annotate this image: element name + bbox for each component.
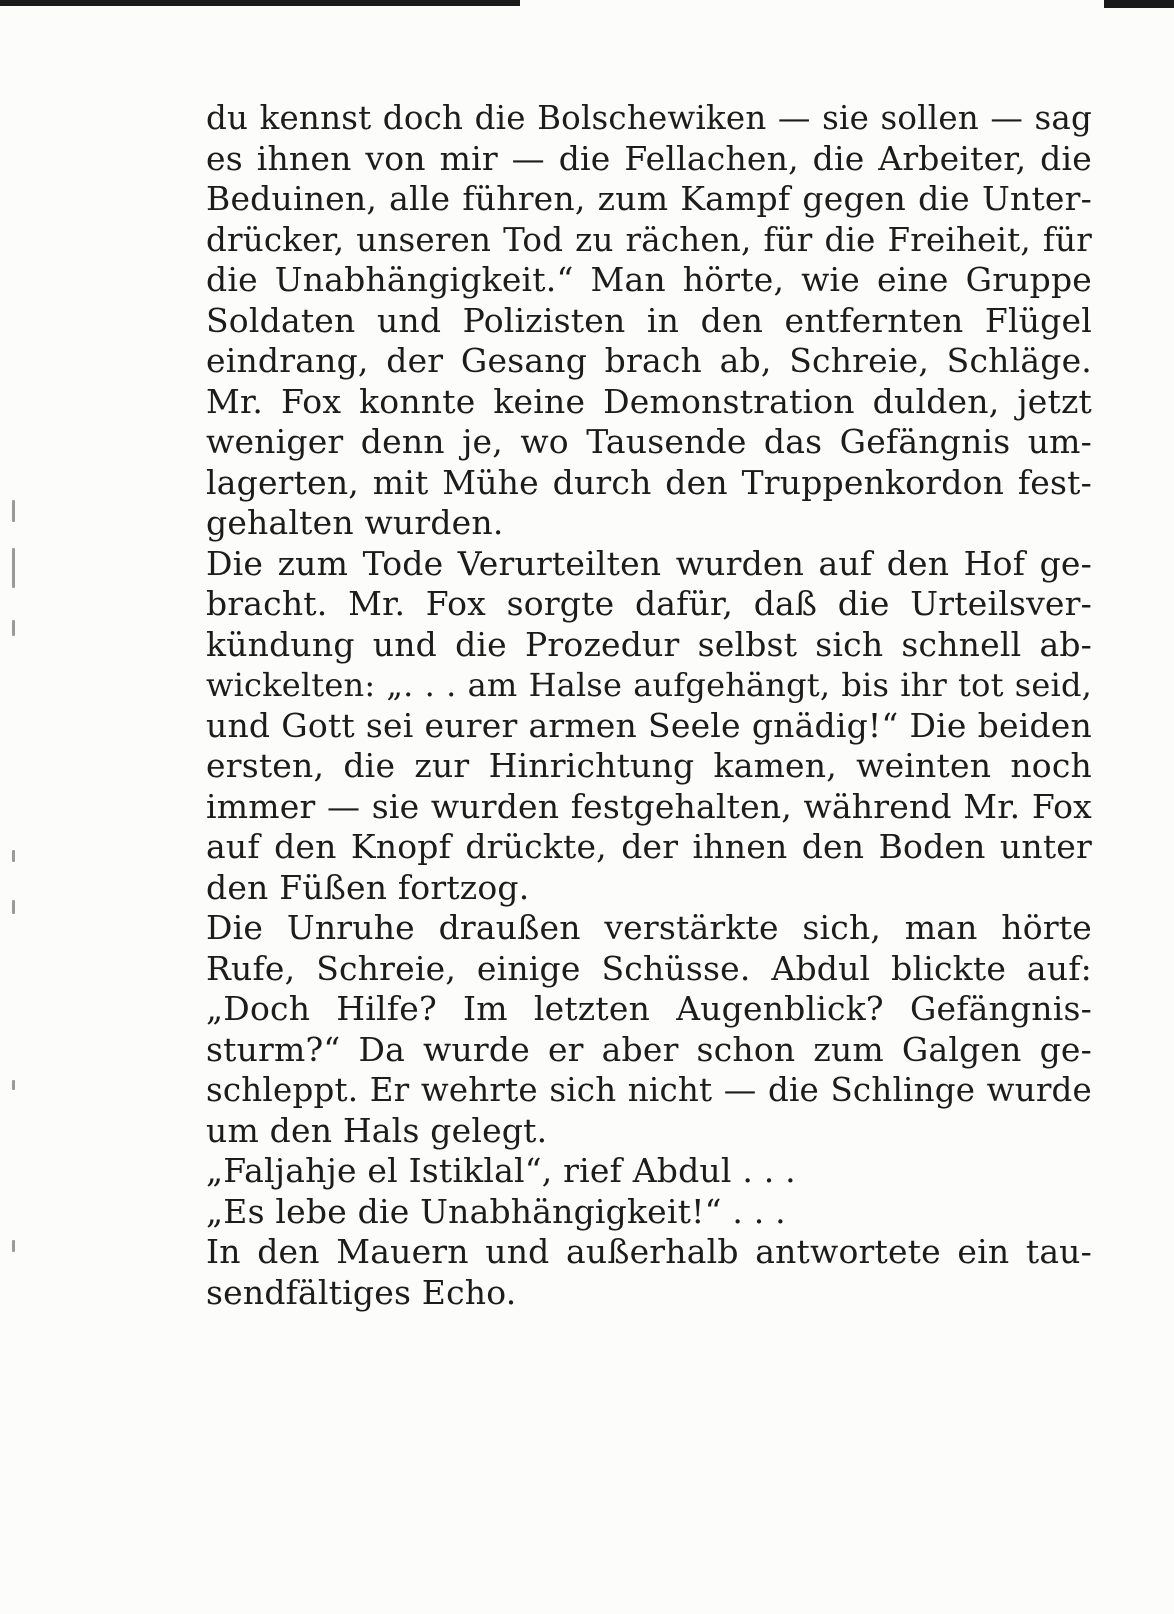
text-line: um den Hals gelegt. [206,1110,548,1150]
text-line: kündung und die Prozedur selbst sich schnell ab- [206,624,1092,664]
text-line: immer — sie wurden festgehalten, während Mr. Fox [206,786,1092,826]
text-line: In den Mauern und außerhalb antwortete ein tau- [206,1232,1092,1271]
text-line: und Gott sei eurer armen Seele gnädig!“ Die beiden [206,705,1092,745]
text-line: drücker, unseren Tod zu rächen, für die Freiheit, für [206,220,1092,259]
gutter-marks [12,500,20,1260]
text-line: Die Unruhe draußen verstärkte sich, man hörte [206,908,1092,947]
text-line: die Unabhängigkeit.“ Man hörte, wie eine Gruppe [206,260,1092,299]
text-line: Soldaten und Polizisten in den entfernten Flügel [206,300,1092,340]
text-line: Beduinen, alle führen, zum Kampf gegen die Unter- [206,179,1092,218]
body-text [206,98,1092,1313]
text-line: Rufe, Schreie, einige Schüsse. Abdul blickte auf: [206,948,1092,988]
text-line: weniger denn je, wo Tausende das Gefängnis um- [206,422,1092,461]
text-line: sturm?“ Da wurde er aber schon zum Galgen ge- [206,1029,1092,1069]
text-line: „Faljahje el Istiklal“, rief Abdul . . . [206,1151,796,1190]
text-line: „Doch Hilfe? Im letzten Augenblick? Gefängnis- [206,989,1092,1028]
text-line: den Füßen fortzog. [206,867,530,907]
text-line: Die zum Tode Verurteilten wurden auf den Hof ge- [206,543,1092,583]
text-line: ersten, die zur Hinrichtung kamen, weinten noch [206,746,1092,785]
text-line: wickelten: „. . . am Halse aufgehängt, bis ihr tot seid, [206,666,1092,704]
text-line: eindrang, der Gesang brach ab, Schreie, Schläge. [206,341,1092,380]
page-edge-shadow-right [1104,0,1174,8]
text-line: lagerten, mit Mühe durch den Truppenkordon fest- [206,462,1092,502]
text-line: gehalten wurden. [206,503,504,542]
text-line: du kennst doch die Bolschewiken — sie sollen — sag [206,99,1092,137]
text-line: Mr. Fox konnte keine Demonstration dulden, jetzt [206,381,1092,421]
text-line: schleppt. Er wehrte sich nicht — die Schlinge wurde [206,1071,1092,1109]
page-edge-shadow [0,0,520,6]
text-line: bracht. Mr. Fox sorgte dafür, daß die Urteilsver- [206,584,1092,623]
text-line: „Es lebe die Unabhängigkeit!“ . . . [206,1191,786,1231]
text-line: sendfältiges Echo. [206,1272,517,1312]
text-line: es ihnen von mir — die Fellachen, die Arbeiter, die [206,138,1092,178]
text-line: auf den Knopf drückte, der ihnen den Boden unter [206,827,1092,866]
